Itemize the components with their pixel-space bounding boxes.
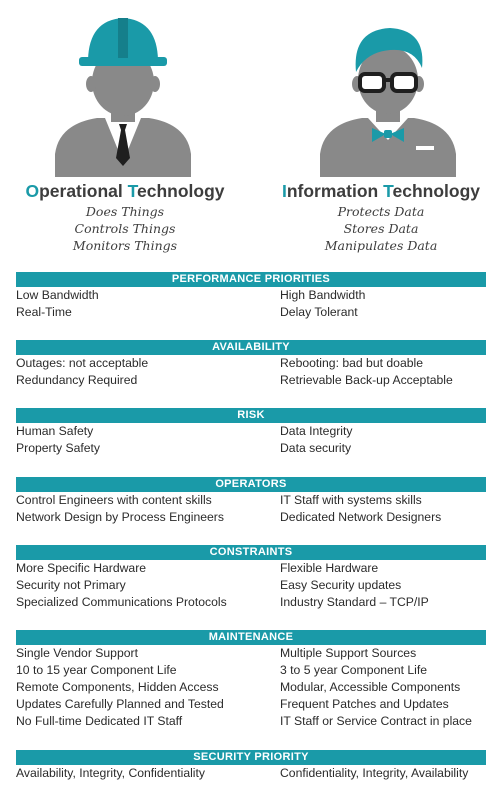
comparison-row — [16, 287, 486, 304]
it-value: Frequent Patches and Updates — [280, 697, 449, 711]
header-illustrations — [0, 0, 500, 262]
section-header: CONSTRAINTS — [16, 545, 486, 560]
ot-value: 10 to 15 year Component Life — [16, 663, 177, 677]
it-value: Dedicated Network Designers — [280, 510, 442, 524]
it-title: Information Technology — [281, 181, 481, 201]
ot-line: Controls Things — [74, 221, 176, 236]
comparison-row — [16, 492, 486, 509]
it-value: Industry Standard – TCP/IP — [280, 595, 429, 609]
it-line: Manipulates Data — [324, 238, 438, 253]
section-header: PERFORMANCE PRIORITIES — [16, 272, 486, 287]
it-line: Protects Data — [337, 204, 425, 219]
it-value: Modular, Accessible Components — [280, 680, 461, 694]
ot-value: No Full-time Dedicated IT Staff — [16, 714, 183, 728]
it-value: Data Integrity — [280, 424, 353, 438]
ot-value: Property Safety — [16, 441, 100, 455]
ot-value: Low Bandwidth — [16, 288, 99, 302]
it-value: 3 to 5 year Component Life — [280, 663, 428, 677]
section-risk — [16, 408, 486, 457]
it-value: Multiple Support Sources — [280, 646, 417, 660]
it-value: IT Staff or Service Contract in place — [280, 714, 472, 728]
ot-value: Human Safety — [16, 424, 94, 438]
it-line: Stores Data — [343, 221, 419, 236]
ot-value: Redundancy Required — [16, 373, 138, 387]
it-person-glasses-icon — [298, 12, 478, 177]
comparison-row — [16, 440, 486, 457]
comparison-row — [16, 372, 486, 389]
ot-value: Control Engineers with content skills — [16, 493, 212, 507]
section-header: SECURITY PRIORITY — [16, 750, 486, 765]
comparison-row — [16, 355, 486, 372]
ot-value: Availability, Integrity, Confidentiality — [16, 766, 205, 780]
comparison-row — [16, 679, 486, 696]
comparison-row — [16, 423, 486, 440]
ot-value: Single Vendor Support — [16, 646, 138, 660]
section-header: RISK — [16, 408, 486, 423]
it-value: Rebooting: bad but doable — [280, 356, 423, 370]
ot-line: Does Things — [85, 204, 165, 219]
ot-title: Operational Technology — [25, 181, 225, 201]
ot-value: Updates Carefully Planned and Tested — [16, 697, 224, 711]
comparison-row — [16, 696, 486, 713]
it-value: High Bandwidth — [280, 288, 366, 302]
ot-value: Real-Time — [16, 305, 72, 319]
ot-value: Outages: not acceptable — [16, 356, 149, 370]
ot-value: More Specific Hardware — [16, 561, 147, 575]
ot-line: Monitors Things — [72, 238, 178, 253]
comparison-row — [16, 577, 486, 594]
it-value: Data security — [280, 441, 352, 455]
it-value: Confidentiality, Integrity, Availability — [280, 766, 469, 780]
ot-description — [0, 203, 250, 254]
it-value: Easy Security updates — [280, 578, 402, 592]
it-description — [256, 203, 500, 254]
section-security-priority — [16, 750, 486, 782]
section-operators — [16, 477, 486, 526]
section-availability — [16, 340, 486, 389]
comparison-row — [16, 713, 486, 730]
section-header: AVAILABILITY — [16, 340, 486, 355]
comparison-row — [16, 509, 486, 526]
it-value: IT Staff with systems skills — [280, 493, 422, 507]
ot-value: Network Design by Process Engineers — [16, 510, 224, 524]
section-maintenance — [16, 630, 486, 730]
engineer-hardhat-icon — [33, 12, 213, 177]
comparison-row — [16, 765, 486, 782]
ot-value: Specialized Communications Protocols — [16, 595, 227, 609]
section-constraints — [16, 545, 486, 611]
it-value: Retrievable Back-up Acceptable — [280, 373, 453, 387]
section-performance-priorities — [16, 272, 486, 321]
it-value: Flexible Hardware — [280, 561, 379, 575]
comparison-row — [16, 594, 486, 611]
comparison-row — [16, 645, 486, 662]
section-header: MAINTENANCE — [16, 630, 486, 645]
comparison-row — [16, 304, 486, 321]
section-header: OPERATORS — [16, 477, 486, 492]
ot-value: Security not Primary — [16, 578, 126, 592]
it-value: Delay Tolerant — [280, 305, 358, 319]
ot-value: Remote Components, Hidden Access — [16, 680, 219, 694]
comparison-row — [16, 560, 486, 577]
comparison-row — [16, 662, 486, 679]
